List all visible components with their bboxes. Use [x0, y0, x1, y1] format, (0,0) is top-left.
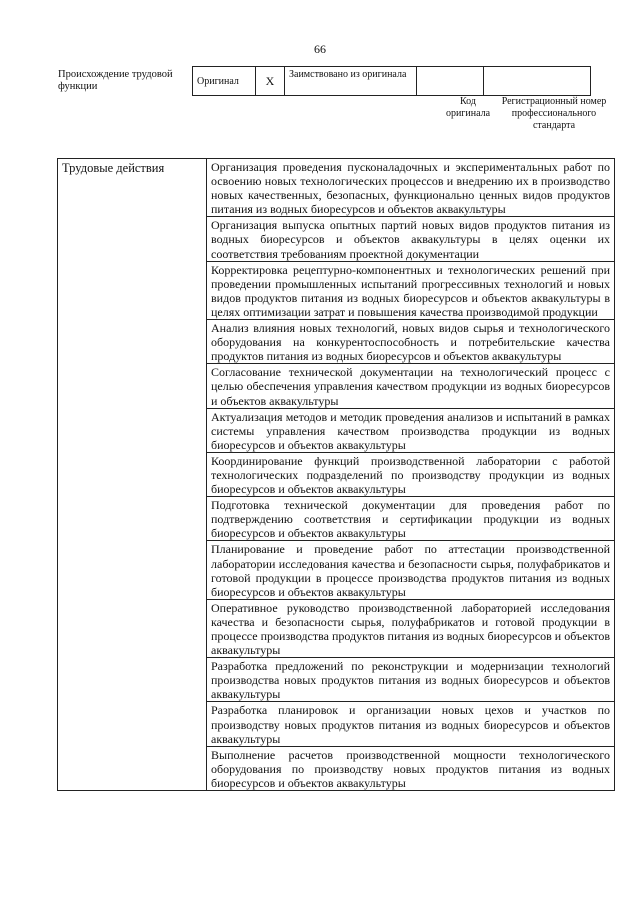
code-caption: Код оригинала — [445, 96, 491, 119]
original-mark: X — [256, 67, 285, 96]
action-item: Организация проведения пусконаладочных и экспериментальных работ по освоению новых технологических процессов и внедрению их в производство новых качественных, безопасных, функционально ценных видов продуктов питания из водных биоресурсов и объектов аквакультуры — [207, 159, 615, 217]
origin-table — [192, 66, 591, 96]
labor-actions-table — [57, 158, 615, 791]
code-cell — [417, 67, 484, 96]
original-cell: Оригинал — [193, 67, 256, 96]
action-item: Согласование технической документации на технологический процесс с целью обеспечения управления качеством продукции из водных биоресурсов и объектов аквакультуры — [207, 364, 615, 408]
action-item: Разработка планировок и организации новых цехов и участков по производству новых продуктов питания из водных биоресурсов и объектов аквакультуры — [207, 702, 615, 746]
reg-number-caption: Регистрационный номер профессионального стандарта — [501, 96, 607, 131]
page-number: 66 — [314, 42, 326, 56]
action-item: Подготовка технической документации для проведения работ по подтверждению соответствия и сертификации продукции из водных биоресурсов и объектов аквакультуры — [207, 497, 615, 541]
action-item: Оперативное руководство производственной лабораторией исследования качества и безопасности сырья, полуфабрикатов и готовой продукции в процессе производства продуктов питания из водных биоресурсов и объектов аквакультуры — [207, 599, 615, 657]
action-item: Анализ влияния новых технологий, новых видов сырья и технологического оборудования на конкурентоспособность и потребительские качества продуктов питания из водных биоресурсов и объектов аквакультуры — [207, 320, 615, 364]
origin-label: Происхождение трудовой функции — [58, 69, 173, 92]
section-label: Трудовые действия — [58, 159, 207, 791]
action-item: Выполнение расчетов производственной мощности технологического оборудования по производству новых продуктов питания из водных биоресурсов и объектов аквакультуры — [207, 746, 615, 790]
action-item: Координирование функций производственной лаборатории с работой технологических подразделений по производству продукции из водных биоресурсов и объектов аквакультуры — [207, 452, 615, 496]
action-item: Организация выпуска опытных партий новых видов продуктов питания из водных биоресурсов и объектов аквакультуры в целях оценки их соответствия требованиям проектной документации — [207, 217, 615, 261]
reg-number-cell — [484, 67, 591, 96]
action-item: Актуализация методов и методик проведения анализов и испытаний в рамках системы управления качеством производства продукции из водных биоресурсов и объектов аквакультуры — [207, 408, 615, 452]
action-item: Корректировка рецептурно-компонентных и технологических решений при проведении промышленных испытаний прогрессивных технологий и новых видов продуктов питания из водных биоресурсов и объектов аквакультуры в целях оптимизации затрат и повышения качества производимой продукции — [207, 261, 615, 319]
action-item: Разработка предложений по реконструкции и модернизации технологий производства новых продуктов питания из водных биоресурсов и объектов аквакультуры — [207, 658, 615, 702]
borrowed-cell: Заимствовано из оригинала — [285, 67, 417, 96]
table-row — [58, 159, 615, 217]
action-item: Планирование и проведение работ по аттестации производственной лаборатории исследования качества и безопасности сырья, полуфабрикатов и готовой продукции в процессе производства продуктов питания из водных биоресурсов и объектов аквакультуры — [207, 541, 615, 599]
